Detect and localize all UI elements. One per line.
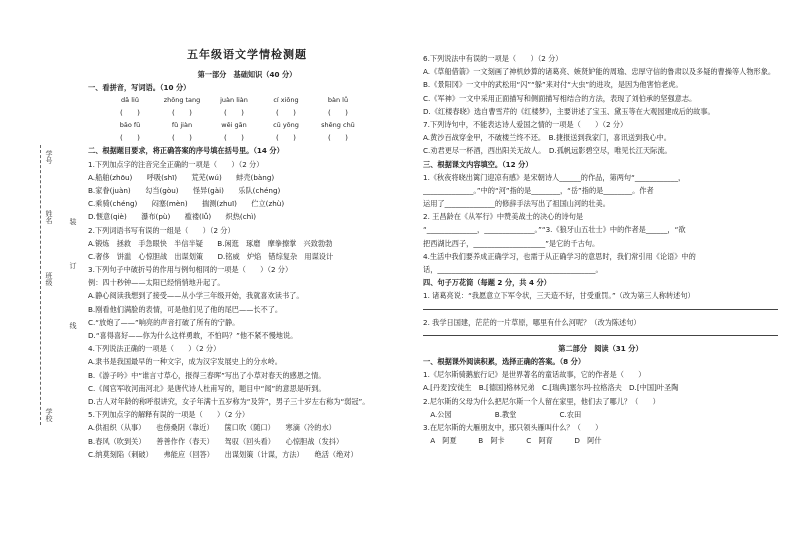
question-line: A.公园 B.教堂 C.农田 [423, 409, 582, 419]
question-line: “______________，______________。”“3.《狼牙山五壮士》中的作者是______，“欲 [423, 225, 686, 235]
question-line: A.黄沙百战穿金甲，不破楼兰终不还。 B.捷报送到我家门，喜讯送到我心中。 [423, 133, 671, 143]
exam-title: 五年级语文学情检测题 [187, 48, 307, 61]
question-line: 3.在尼尔斯的大雁朋友中，那只领头雁叫什么？（ ） [423, 422, 603, 432]
question-line: 6.下列说法中有误的一项是（ ）（2 分） [423, 54, 563, 63]
right-column [423, 52, 778, 447]
question-line: C.《军神》一文中采用正面描写和侧面描写相结合的方法，表现了刘伯承的坚强意志。 [423, 93, 697, 103]
pinyin-row-1-item: zhōng tang [163, 96, 201, 105]
section-heading: 四、句子万花筒（每题 2 分，共 4 分） [423, 278, 551, 288]
question-line: A.静心阅读我想到了接受——从小学三年级开始，我就喜欢读书了。 [88, 291, 304, 301]
answer-blank-row-2-item[interactable]: ( ) [172, 133, 192, 143]
question-line: C.纳莫刻陷（刺破） 弗能应（回答） 出谋划策（计谋，方法） 绝活（绝对） [88, 449, 358, 459]
question-line: 2. 我学日国建，茫茫的一片草原，哪里有什么河呢？（改为陈述句） [423, 317, 641, 327]
question-line: 1.下列加点字的注音完全正确的一项是（ ）（2 分） [88, 159, 264, 169]
question-line: 例：四十秒钟——太阳已经悄悄地升起了。 [88, 278, 225, 288]
answer-blank-row-1-item[interactable]: ( ) [120, 108, 140, 118]
question-line: ______________。”中的“河”指的是________，“岳”指的是________。作者 [423, 185, 654, 195]
question-line: D.“喜得喜好——你为什么这样勇敢，不怕吗？”他不紧不慢地说。 [88, 331, 298, 340]
pinyin-row-1-item: bàn lǚ [327, 96, 349, 105]
part1-title: 第一部分 基础知识（40 分） [197, 70, 297, 79]
question-line: D.《红楼春晓》选自曹雪芹的《红楼梦》，主要讲述了宝玉、黛玉等在大观园建成后的故事。 [423, 106, 715, 116]
question-line: 1.《尼尔斯骑鹅旅行记》是世界著名的童话故事，它的作者是（ ） [423, 370, 646, 380]
question-line: 话，____________________________________________。 [423, 265, 603, 274]
answer-line[interactable] [423, 329, 778, 336]
question-line: C.劝君更尽一杯酒，西出阳关无故人。 D.孤帆远影碧空尽，唯见长江天际流。 [423, 146, 672, 156]
answer-blank-row-1-item[interactable]: ( ) [172, 108, 192, 118]
pinyin-row-1-item: juàn liàn [220, 96, 248, 105]
binding-dashed-line [40, 145, 41, 425]
pinyin-row-2-item: cū yōng [273, 121, 299, 130]
question-line: A.隶书是我国最早的一种文字，成为汉字发展史上的分水岭。 [88, 357, 282, 367]
question-line: C.奢侈 饼滥 心惊胆战 出谋划策 D.铭威 炉焰 错综复杂 用谋设计 [88, 251, 334, 261]
section-heading: 二、根据题目要求，将正确答案的序号填在括号里。（14 分） [88, 146, 284, 156]
section-heading: 三、根据课文内容填空。（12 分） [423, 159, 533, 169]
question-line: C.“放炮了——”响亮的声音打破了所有的宁静。 [88, 317, 240, 327]
answer-blank-row-2-item[interactable]: ( ) [120, 133, 140, 143]
binding-label-name: 姓名 [45, 210, 53, 224]
question-line: A.船舶(zhōu) 呼吸(shī) 荒芜(wú) 蚌壳(bàng) [88, 172, 275, 182]
question-line: C.《闻官军收河南河北》是唐代诗人杜甫写的，题目中“闻”的意思是听到。 [88, 383, 326, 393]
answer-blank-row-1-item[interactable]: ( ) [328, 108, 348, 118]
binding-label-school: 学校 [45, 408, 53, 422]
question-line: A.《草船借箭》一文刻画了神机妙算的诸葛亮、嫉贤妒能的周瑜、忠厚守信的鲁肃以及多疑的曹操等人物形象。 [423, 67, 776, 77]
question-line: B.春风（吹到关） 善善作作（春天） 驾驭（回头看） 心惊胆战（发抖） [88, 436, 344, 446]
section-heading: 一、看拼音，写词语。（10 分） [88, 83, 191, 93]
question-line: 2.下列词语书写有误的一组是（ ）（2 分） [88, 225, 235, 235]
answer-blank-row-2-item[interactable]: ( ) [276, 133, 296, 143]
pinyin-row-1-item: dā liǔ [121, 96, 139, 105]
binding-word-ding: 订 [69, 262, 77, 269]
answer-blank-row-1-item[interactable]: ( ) [224, 108, 244, 118]
question-line: 2.尼尔斯的父母为什么把尼尔斯一个人留在家里，他们去了哪儿？（ ） [423, 396, 660, 406]
question-line: 1. 诸葛亮说：“我愿意立下军令状，三天造不好，甘受重罚。”（改为第三人称转述句） [423, 291, 695, 301]
answer-blank-row-1-item[interactable]: ( ) [276, 108, 296, 118]
answer-blank-row-1 [88, 106, 406, 119]
part-title: 第二部分 阅读（31 分） [558, 343, 643, 353]
answer-line[interactable] [423, 303, 778, 310]
pinyin-row-1 [88, 94, 406, 106]
left-column [88, 40, 406, 461]
question-line: A 阿夏 B 阿卡 C 阿育 D 阿什 [423, 436, 602, 446]
binding-label-student-id: 学号 [45, 150, 53, 164]
answer-blank-row-2-item[interactable]: ( ) [224, 133, 244, 143]
question-line: D.古人对年龄的称呼很讲究，女子年满十五岁称为“及笄”，男子三十岁左右称为“弱冠”。 [88, 396, 370, 406]
question-line: B.《景阳冈》一文中的武松用“闪”“躲”来对付“大虫”的进攻，是因为他害怕老虎。 [423, 80, 683, 90]
question-line: 7.下列诗句中，不能表达诗人爱国之情的一项是（ ）（2 分） [423, 119, 628, 129]
binding-word-zhuang: 装 [69, 218, 77, 225]
pinyin-row-2-item: shēng chū [321, 121, 355, 130]
section-heading: 一、根据课外阅读积累，选择正确的答案。（8 分） [423, 356, 586, 366]
question-line: B.刚看他们满脸的表情，可是他们见了他的尾巴——长不了。 [88, 304, 283, 314]
question-line: A.锻炼 拯救 手急眼快 半信半疑 B.闲逛 琢磨 摩拳擦掌 兴致勃勃 [88, 238, 333, 248]
question-line: 1.《秋夜将晓出篱门迎凉有感》是宋朝诗人______的作品，第两句“____________， [423, 172, 686, 182]
binding-word-xian: 线 [69, 322, 77, 329]
pinyin-row-2-item: wēi gān [221, 121, 247, 130]
question-line: 3.下列句子中破折号的作用与例句相同的一项是（ ）（2 分） [88, 265, 293, 275]
question-line: C.乘骑(chéng) 闷塞(mèn) 揣测(zhuī) 伫立(zhù) [88, 199, 285, 209]
question-line: A.[丹麦]安徒生 B.[德国]格林兄弟 C.[瑞典]塞尔玛·拉格洛夫 D.[中国]叶圣陶 [423, 383, 679, 393]
pinyin-row-2-item: fǔ jiàn [171, 121, 193, 130]
answer-blank-row-2 [88, 131, 406, 144]
binding-label-class: 班级 [45, 272, 53, 286]
question-line: 4.生活中我们要养成正确学习，也需于从正确学习的意思时，我们常引用《论语》中的 [423, 251, 696, 261]
question-line: D.惬意(qiè) 瀑布(pù) 褴褛(lǚ) 炽热(chì) [88, 212, 257, 222]
answer-blank-row-2-item[interactable]: ( ) [328, 133, 348, 143]
pinyin-row-2-item: bāo fū [119, 121, 141, 130]
question-line: 运用了______________的修辞手法写出了祖国山河的壮美。 [423, 199, 610, 209]
question-line: A.供祖织（从事） 也傍桑阴（靠近） 箧口吹（随口） 寒滴（冷的水） [88, 423, 336, 433]
question-line: 4.下列说法正确的一项是（ ）（2 分） [88, 344, 221, 354]
question-line: 2. 王昌龄在《从军行》中赞美战士的决心的诗句是 [423, 212, 584, 222]
pinyin-row-2 [88, 119, 406, 131]
question-line: B.《游子吟》中“谁言寸草心，报得三春晖”写出了小草对春天的感恩之情。 [88, 370, 326, 380]
question-line: 5.下列加点字的解释有误的一项是（ ）（2 分） [88, 410, 250, 420]
question-line: B.家眷(juàn) 勾当(gòu) 怪异(gài) 乐队(chéng) [88, 185, 281, 195]
question-line: 把西湖比西子，____________________”是它的千古句。 [423, 238, 600, 248]
pinyin-row-1-item: cí xiōng [273, 96, 299, 105]
